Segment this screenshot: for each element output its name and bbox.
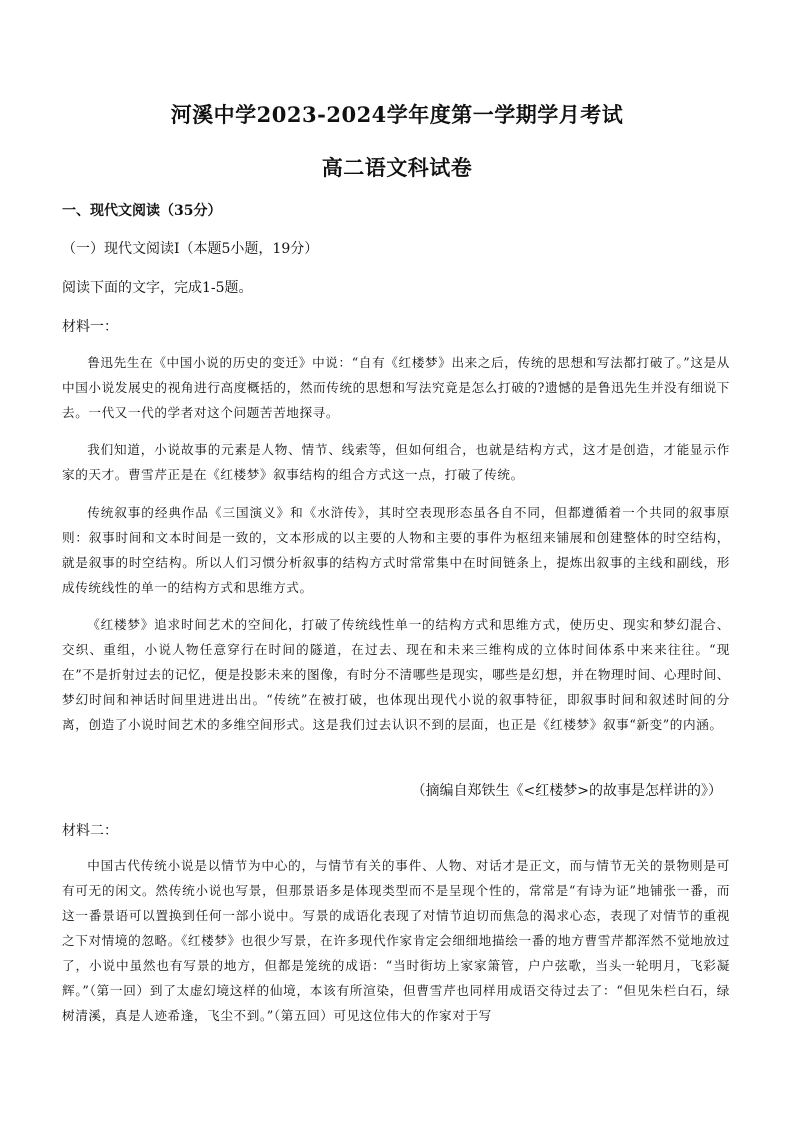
material-one-paragraph: 《红楼梦》追求时间艺术的空间化，打破了传统线性单一的结构方式和思维方式，使历史、现实和梦幻混合、交织、重组，小说人物任意穿行在时间的隧道，在过去、现在和未来三维构成的立体时间体系中来来往往。“现在”不是折射过去的记忆，便是投影未来的图像，有时分不清哪些是现实，哪些是幻想，并在物理时间、心理时间、梦幻时间和神话时间里进进出出。“传统”在被打破，也体现出现代小说的叙事特征，即叙事时间和叙述时间的分离，创造了小说时间艺术的多维空间形式。这是我们过去认识不到的层面，也正是《红楼梦》叙事“新变”的内涵。 (62, 617, 730, 732)
instruction-text: 阅读下面的文字，完成1-5题。 (62, 280, 253, 296)
material-one-paragraph: 我们知道，小说故事的元素是人物、情节、线索等，但如何组合，也就是结构方式，这才是创造，才能显示作家的天才。曹雪芹正是在《红楼梦》叙事结构的组合方式这一点，打破了传统。 (62, 442, 730, 482)
exam-title: 河溪中学2023-2024学年度第一学期学月考试 (170, 102, 624, 127)
section-heading: 一、现代文阅读（35分） (62, 203, 222, 219)
material-two-paragraph: 中国古代传统小说是以情节为中心的，与情节有关的事件、人物、对话才是正文，而与情节无关的景物则是可有可无的闲文。然传统小说也写景，但那景语多是体现类型而不是呈现个性的，常常是“有诗为证”地铺张一番，而这一番景语可以置换到任何一部小说中。写景的成语化表现了对情节迫切而焦急的渴求心态，表现了对情节的重视之下对情境的忽略。《红楼梦》也很少写景，在许多现代作家肯定会细细地描绘一番的地方曹雪芹都浑然不觉地放过了，小说中虽然也有写景的地方，但都是笼统的成语：“当时街坊上家家箫管，户户弦歌，当头一轮明月，飞彩凝辉。”（第一回）到了太虚幻境这样的仙境，本该有所渲染，但曹雪芹也同样用成语交待过去了：“但见朱栏白石，绿树清溪，真是人迹希逢，飞尘不到。”（第五回）可见这位伟大的作家对于写 (62, 858, 730, 1023)
source-citation: （摘编自郑铁生《<红楼梦>的故事是怎样讲的》） (411, 783, 722, 799)
material-one-paragraph: 传统叙事的经典作品《三国演义》和《水浒传》，其时空表现形态虽各自不同，但都遵循着一个共同的叙事原则：叙事时间和文本时间是一致的，文本形成的以主要的人物和主要的事件为枢纽来铺展和创建整体的时空结构，就是叙事的时空结构。所以人们习惯分析叙事的结构方式时常常集中在时间链条上，提炼出叙事的主线和副线，形成传统线性的单一的结构方式和思维方式。 (62, 505, 730, 595)
exam-subtitle: 高二语文科试卷 (321, 155, 473, 180)
material-one-label: 材料一： (62, 319, 118, 335)
material-two-label: 材料二： (62, 823, 118, 839)
material-one-paragraph: 鲁迅先生在《中国小说的历史的变迁》中说：“自有《红楼梦》出来之后，传统的思想和写法都打破了。”这是从中国小说发展史的视角进行高度概括的，然而传统的思想和写法究竟是怎么打破的?遗憾的是鲁迅先生并没有细说下去。一代又一代的学者对这个问题苦苦地探寻。 (62, 355, 730, 420)
part-heading: （一）现代文阅读Ⅰ（本题5小题，19分） (62, 241, 319, 257)
